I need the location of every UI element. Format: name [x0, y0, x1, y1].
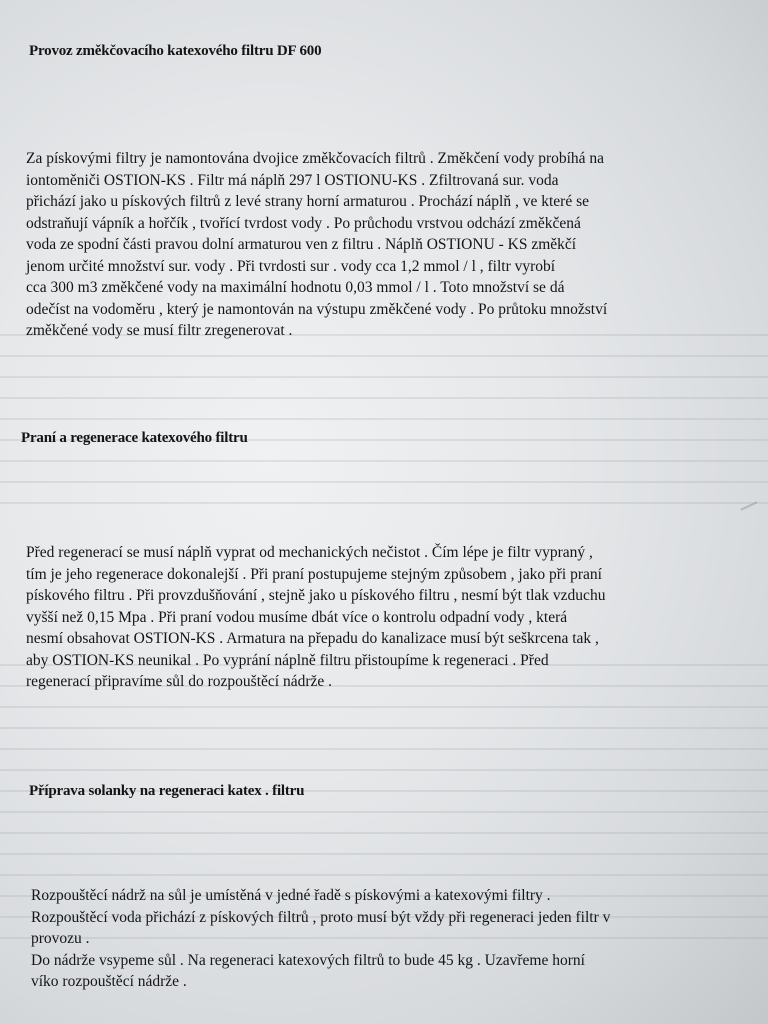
paragraph-line: nesmí obsahovat OSTION-KS . Armatura na přepadu do kanalizace musí být seškrcena tak ,	[26, 630, 599, 647]
paragraph-line: jenom určité množství sur. vody . Při tvrdosti sur . vody cca 1,2 mmol / l , filtr vyrobí	[26, 257, 556, 275]
paragraph-brine	[31, 885, 610, 993]
paragraph-washing	[26, 542, 605, 693]
section-heading-washing: Praní a regenerace katexového filtru	[21, 430, 248, 446]
paragraph-line: Do nádrže vsypeme sůl . Na regeneraci katexových filtrů to bude 45 kg . Uzavřeme horní	[31, 951, 585, 969]
paragraph-intro	[26, 148, 607, 342]
paragraph-line: pískového filtru . Při provzdušňování , stejně jako u pískového filtru , nesmí být tlak vzduchu	[26, 587, 606, 604]
section-heading-brine: Příprava solanky na regeneraci katex . filtru	[29, 783, 305, 799]
paragraph-line: iontoměniči OSTION-KS . Filtr má náplň 297 l OSTIONU-KS . Zfiltrovaná sur. voda	[26, 171, 559, 189]
paragraph-line: Rozpouštěcí voda přichází z pískových filtrů , proto musí být vždy při regeneraci jeden filtr v	[31, 908, 611, 926]
edge-mark	[740, 501, 757, 510]
paragraph-line: přichází jako u pískových filtrů z levé strany horní armaturou . Prochází náplň , ve které se	[26, 193, 589, 210]
paragraph-line: Před regenerací se musí náplň vyprat od mechanických nečistot . Čím lépe je filtr vypraný ,	[26, 544, 593, 561]
paragraph-line: odstraňují vápník a hořčík , tvořící tvrdost vody . Po průchodu vrstvou odchází změkčená	[26, 214, 581, 232]
paragraph-line: tím je jeho regenerace dokonalejší . Při praní postupujeme stejným způsobem , jako při praní	[26, 565, 602, 583]
paragraph-line: aby OSTION-KS neunikal . Po vyprání náplně filtru přistoupíme k regeneraci . Před	[26, 651, 549, 669]
paragraph-line: víko rozpouštěcí nádrže .	[31, 973, 187, 990]
show-through-text	[0, 320, 768, 520]
document-title: Provoz změkčovacího katexového filtru DF 600	[29, 43, 322, 59]
paragraph-line: odečíst na vodoměru , který je namontován na výstupu změkčené vody . Po průtoku množství	[26, 300, 608, 318]
paragraph-line: voda ze spodní části pravou dolní armaturou ven z filtru . Náplň OSTIONU - KS změkčí	[26, 236, 577, 253]
paragraph-line: Za pískovými filtry je namontována dvojice změkčovacích filtrů . Změkčení vody probíhá na	[26, 150, 605, 167]
paragraph-line: provozu .	[31, 930, 90, 947]
paragraph-line: regenerací připravíme sůl do rozpouštěcí nádrže .	[26, 673, 332, 690]
paragraph-line: cca 300 m3 změkčené vody na maximální hodnotu 0,03 mmol / l . Toto množství se dá	[26, 279, 565, 296]
paragraph-line: vyšší než 0,15 Mpa . Při praní vodou musíme dbát více o kontrolu odpadní vody , která	[26, 608, 568, 626]
paragraph-line: Rozpouštěcí nádrž na sůl je umístěná v jedné řadě s pískovými a katexovými filtry .	[31, 887, 551, 904]
paragraph-line: změkčené vody se musí filtr zregenerovat .	[26, 322, 293, 339]
